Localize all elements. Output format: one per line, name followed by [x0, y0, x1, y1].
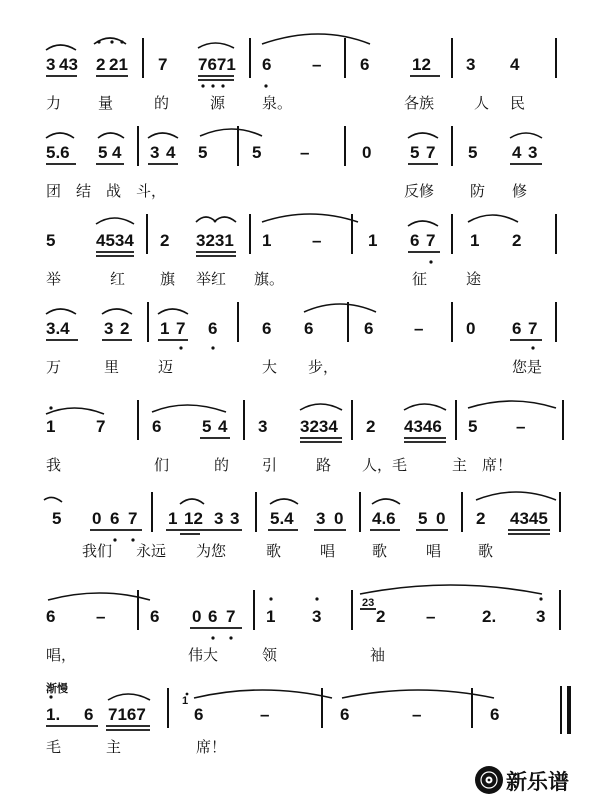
note: 3 [214, 509, 224, 528]
slur [98, 133, 124, 138]
tempo-mark: 渐慢 [46, 683, 68, 695]
note: 7 [176, 319, 186, 338]
note: 2 [96, 55, 106, 74]
slur [372, 499, 400, 504]
note: 6 [208, 607, 218, 626]
note: 21 [109, 55, 128, 74]
note: 6 [410, 231, 420, 250]
lyric: 唱 [320, 542, 336, 560]
lyric: 修 [512, 182, 528, 200]
lyric: 歌 [478, 542, 494, 560]
lyric: 旗。 [254, 270, 285, 288]
note: 3 [230, 509, 240, 528]
dot [120, 40, 123, 43]
slur [408, 221, 438, 226]
note: 1. [46, 705, 61, 724]
slur [300, 404, 342, 410]
note: 2. [482, 607, 497, 626]
note: 12 [184, 509, 203, 528]
note: 7671 [198, 55, 236, 74]
lyric: 席！ [196, 738, 227, 756]
dot [315, 597, 318, 600]
lyric: 永远 [136, 542, 167, 560]
dot [211, 636, 214, 639]
lyric: 唱， [46, 646, 77, 664]
dash: – [426, 607, 436, 626]
note: 6 [490, 705, 500, 724]
note: 2 [512, 231, 522, 250]
score-row [45, 681, 569, 756]
note: 7 [128, 509, 138, 528]
score-row [46, 400, 563, 474]
note: 4345 [510, 509, 548, 528]
dot [49, 406, 52, 409]
lyric: 源 [210, 94, 226, 112]
slur [214, 217, 236, 222]
dot [179, 346, 182, 349]
note: 3 [466, 55, 476, 74]
slur [262, 214, 358, 222]
score-row [46, 126, 542, 200]
score-row [46, 34, 556, 112]
dot [97, 40, 100, 43]
note: 2 [376, 607, 386, 626]
note: 6 [84, 705, 94, 724]
note: 4346 [404, 417, 442, 436]
note: 7 [96, 417, 106, 436]
note: 5 [52, 509, 62, 528]
note: 4 [166, 143, 176, 162]
slur [198, 43, 234, 48]
lyric: 反修 [404, 182, 435, 200]
note: 1 [262, 231, 272, 250]
lyric: 万 [46, 358, 62, 376]
dot [539, 597, 542, 600]
note: 0 [192, 607, 202, 626]
slur [468, 215, 518, 222]
note: 3.4 [46, 319, 70, 338]
lyric: 人 [474, 94, 490, 112]
note: 3 [536, 607, 546, 626]
slur [200, 129, 262, 136]
dash: – [516, 417, 526, 436]
slur [262, 34, 370, 44]
slur [476, 492, 556, 500]
note: 5 [468, 143, 478, 162]
dash: – [312, 231, 322, 250]
note: 1 [368, 231, 378, 250]
note: 6 [150, 607, 160, 626]
dot [186, 693, 189, 696]
slur [46, 45, 76, 50]
slur [408, 133, 438, 138]
note: 1 [46, 417, 56, 436]
lyric: 路 [316, 456, 332, 474]
note: 6 [152, 417, 162, 436]
note: 0 [466, 319, 476, 338]
note: 43 [59, 55, 78, 74]
note: 6 [208, 319, 218, 338]
dash: – [300, 143, 310, 162]
slur [304, 304, 376, 312]
note: 7 [426, 143, 436, 162]
note: 6 [194, 705, 204, 724]
lyric: 举 [46, 270, 62, 288]
note: 2 [120, 319, 130, 338]
slur [46, 133, 74, 138]
note: 0 [362, 143, 372, 162]
note: 4.6 [372, 509, 396, 528]
brand-name: 新乐谱 [506, 770, 569, 794]
slur [360, 585, 542, 594]
lyric: 途 [466, 270, 482, 288]
lyric: 力 [46, 94, 62, 112]
note: 5 [98, 143, 108, 162]
slur [96, 218, 134, 224]
note: 4 [112, 143, 122, 162]
lyric: 您是 [512, 358, 543, 376]
note: 3 [258, 417, 268, 436]
note: 1 [470, 231, 480, 250]
lyric: 的 [214, 456, 230, 474]
note: 3 [150, 143, 160, 162]
slur [148, 133, 178, 138]
lyric: 们 [154, 456, 170, 474]
lyric: 征 [412, 270, 428, 288]
lyric: 举红 [196, 270, 227, 288]
slur [510, 133, 542, 138]
lyric: 旗 [160, 270, 176, 288]
lyric: 里 [104, 358, 120, 376]
dot [229, 636, 232, 639]
dash: – [414, 319, 424, 338]
lyric: 红 [110, 270, 126, 288]
dash: – [96, 607, 106, 626]
dot [49, 695, 52, 698]
lyric: 的 [154, 94, 170, 112]
note: 3 [312, 607, 322, 626]
note: 5 [46, 231, 56, 250]
dot [110, 40, 113, 43]
score-row [46, 214, 556, 288]
note: 1 [266, 607, 276, 626]
dot [264, 84, 267, 87]
lyric: 民 [510, 94, 526, 112]
slur [48, 593, 150, 600]
lyric: 步， [308, 358, 339, 376]
note: 12 [412, 55, 431, 74]
slur [196, 217, 216, 222]
slur [404, 404, 446, 410]
slur [108, 694, 150, 700]
lyric: 领 [262, 646, 278, 664]
dash: – [260, 705, 270, 724]
note: 5.6 [46, 143, 70, 162]
lyric: 歌 [372, 542, 388, 560]
note: 6 [340, 705, 350, 724]
slur [158, 309, 188, 314]
lyric: 结 [76, 182, 92, 200]
dot [211, 84, 214, 87]
note: 2 [476, 509, 486, 528]
note: 2 [160, 231, 170, 250]
note: 4534 [96, 231, 134, 250]
note: 6 [46, 607, 56, 626]
note: 6 [304, 319, 314, 338]
lyric: 防 [470, 182, 486, 200]
lyric: 伟大 [188, 646, 219, 664]
note: 7167 [108, 705, 146, 724]
note: 4 [510, 55, 520, 74]
slur [102, 309, 132, 314]
note: 7 [426, 231, 436, 250]
slur [180, 499, 204, 504]
lyric: 团 [46, 182, 62, 200]
note: 3231 [196, 231, 234, 250]
note: 6 [262, 55, 272, 74]
note: 6 [262, 319, 272, 338]
dot [131, 538, 134, 541]
score-row [44, 492, 560, 560]
note: 6 [364, 319, 374, 338]
score-row [46, 302, 556, 376]
note: 6 [512, 319, 522, 338]
note: 3 [104, 319, 114, 338]
lyric: 引 [262, 456, 278, 474]
note: 1 [168, 509, 178, 528]
dot [221, 84, 224, 87]
note: 3 [316, 509, 326, 528]
lyric: 唱 [426, 542, 442, 560]
grace-notes: 1 [182, 695, 189, 707]
note: 5 [202, 417, 212, 436]
slur [44, 497, 62, 502]
dot [211, 346, 214, 349]
dash: – [412, 705, 422, 724]
slur [270, 499, 298, 504]
slur [194, 690, 332, 698]
dash: – [312, 55, 322, 74]
lyric: 席！ [482, 456, 513, 474]
note: 7 [158, 55, 168, 74]
slur [152, 405, 226, 412]
note: 3234 [300, 417, 338, 436]
lyric: 迈 [158, 358, 174, 376]
lyric: 歌 [266, 542, 282, 560]
lyric: 我 [46, 456, 62, 474]
note: 7 [528, 319, 538, 338]
score-row [46, 585, 560, 664]
note: 4 [218, 417, 228, 436]
lyric: 主 [452, 456, 468, 474]
note: 3 [528, 143, 538, 162]
lyric: 为您 [196, 542, 227, 560]
lyric: 人，毛 [362, 456, 408, 474]
slur [468, 401, 556, 408]
note: 5.4 [270, 509, 294, 528]
note: 0 [334, 509, 344, 528]
note: 1 [160, 319, 170, 338]
lyric: 各族 [404, 94, 435, 112]
lyric: 毛 [46, 738, 62, 756]
lyric: 泉。 [262, 94, 293, 112]
note: 5 [410, 143, 420, 162]
lyric: 袖 [370, 646, 386, 664]
note: 6 [110, 509, 120, 528]
note: 5 [418, 509, 428, 528]
lyric: 主 [106, 738, 122, 756]
dot [113, 538, 116, 541]
lyric: 斗， [136, 182, 167, 200]
dot [201, 84, 204, 87]
dot [269, 597, 272, 600]
lyric: 大 [262, 358, 278, 376]
slur [46, 408, 104, 414]
grace-notes: 23 [362, 597, 375, 609]
note: 7 [226, 607, 236, 626]
dot [531, 346, 534, 349]
note: 0 [92, 509, 102, 528]
note: 6 [360, 55, 370, 74]
note: 3 [46, 55, 56, 74]
lyric: 我们 [82, 542, 113, 560]
note: 4 [512, 143, 522, 162]
lyric: 战 [106, 182, 122, 200]
note: 5 [252, 143, 262, 162]
lyric: 量 [98, 94, 114, 112]
dot [429, 260, 432, 263]
note: 2 [366, 417, 376, 436]
slur [46, 309, 76, 314]
note: 5 [198, 143, 208, 162]
note: 0 [436, 509, 446, 528]
note: 5 [468, 417, 478, 436]
